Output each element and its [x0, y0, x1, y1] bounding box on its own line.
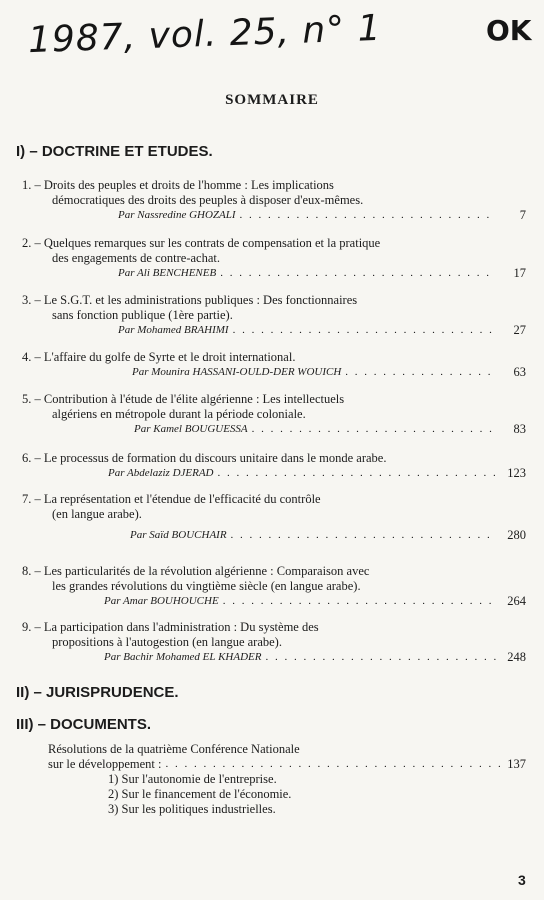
- toc-entry-2[interactable]: [22, 236, 526, 281]
- entry-author: Par Amar BOUHOUCHE: [104, 595, 219, 607]
- entry-author: Par Nassredine GHOZALI: [118, 209, 236, 221]
- toc-entry-6[interactable]: [22, 451, 526, 481]
- entry-title-line: 3. – Le S.G.T. et les administrations publiques : Des fonctionnaires: [22, 293, 358, 307]
- documents-line: sur le développement :: [48, 757, 162, 771]
- documents-line: Résolutions de la quatrième Conférence Nationale: [48, 742, 300, 756]
- handwritten-ok-mark: OK: [486, 14, 532, 47]
- toc-entry-7[interactable]: [22, 492, 526, 543]
- entry-title-line: 2. – Quelques remarques sur les contrats de compensation et la pratique: [22, 236, 381, 250]
- entry-author: Par Abdelaziz DJERAD: [108, 467, 214, 479]
- section-doctrine: I) – DOCTRINE ET ETUDES.: [16, 143, 213, 160]
- toc-entry-3[interactable]: [22, 293, 526, 338]
- entry-title-line: 1. – Droits des peuples et droits de l'homme : Les implications: [22, 178, 334, 192]
- page-title: SOMMAIRE: [225, 92, 319, 108]
- section-documents: III) – DOCUMENTS.: [16, 716, 152, 733]
- toc-entry-4[interactable]: [22, 350, 526, 380]
- leader-dots: [231, 528, 496, 543]
- leader-dots: [240, 208, 496, 223]
- entry-page: 27: [513, 323, 526, 337]
- entry-author: Par Ali BENCHENEB: [118, 267, 217, 279]
- documents-block[interactable]: [48, 742, 526, 817]
- entry-title-line: 7. – La représentation et l'étendue de l'efficacité du contrôle: [22, 492, 321, 506]
- entry-page: 264: [507, 594, 526, 608]
- section-jurisprudence: II) – JURISPRUDENCE.: [16, 684, 179, 701]
- documents-page: 137: [507, 757, 526, 771]
- entry-author: Par Kamel BOUGUESSA: [134, 423, 248, 435]
- entry-title-line: des engagements de contre-achat.: [52, 251, 220, 265]
- leader-dots: [223, 594, 496, 609]
- leader-dots: [166, 757, 504, 772]
- entry-title-line: 9. – La participation dans l'administration : Du système des: [22, 620, 319, 634]
- leader-dots: [252, 422, 496, 437]
- documents-item: 3) Sur les politiques industrielles.: [108, 802, 276, 816]
- page-number: 3: [518, 872, 526, 888]
- entry-page: 63: [513, 365, 526, 379]
- leader-dots: [218, 466, 496, 481]
- entry-title-line: 4. – L'affaire du golfe de Syrte et le droit international.: [22, 350, 296, 364]
- entry-title-line: 5. – Contribution à l'étude de l'élite algérienne : Les intellectuels: [22, 392, 345, 406]
- entry-title-line: les grandes révolutions du vingtième siècle (en langue arabe).: [52, 579, 361, 593]
- documents-item: 2) Sur le financement de l'économie.: [108, 787, 292, 801]
- entry-title-line: (en langue arabe).: [52, 507, 142, 521]
- entry-page: 248: [507, 650, 526, 664]
- entry-author: Par Bachir Mohamed EL KHADER: [104, 651, 262, 663]
- entry-title-line: sans fonction publique (1ère partie).: [52, 308, 233, 322]
- leader-dots: [220, 266, 496, 281]
- entry-title-line: algériens en métropole durant la période coloniale.: [52, 407, 306, 421]
- entry-title-line: propositions à l'autogestion (en langue arabe).: [52, 635, 282, 649]
- entry-title-line: 6. – Le processus de formation du discours unitaire dans le monde arabe.: [22, 451, 387, 465]
- leader-dots: [233, 323, 496, 338]
- documents-item: 1) Sur l'autonomie de l'entreprise.: [108, 772, 277, 786]
- entry-author: Par Mohamed BRAHIMI: [118, 324, 229, 336]
- leader-dots: [345, 365, 496, 380]
- toc-entry-8[interactable]: [22, 564, 526, 609]
- entry-page: 83: [513, 422, 526, 436]
- toc-entry-5[interactable]: [22, 392, 526, 437]
- entry-page: 17: [513, 266, 526, 280]
- entry-title-line: 8. – Les particularités de la révolution algérienne : Comparaison avec: [22, 564, 370, 578]
- handwritten-note: 1987, vol. 25, n° 1: [27, 7, 383, 62]
- toc-entry-1[interactable]: [22, 178, 526, 223]
- entry-page: 123: [507, 466, 526, 480]
- leader-dots: [265, 650, 496, 665]
- entry-title-line: démocratiques des droits des peuples à disposer d'eux-mêmes.: [52, 193, 364, 207]
- entry-author: Par Saïd BOUCHAIR: [130, 529, 227, 541]
- entry-author: Par Mounira HASSANI-OULD-DER WOUICH: [132, 366, 342, 378]
- entry-page: 7: [519, 208, 526, 222]
- entry-page: 280: [507, 528, 526, 542]
- toc-entry-9[interactable]: [22, 620, 526, 665]
